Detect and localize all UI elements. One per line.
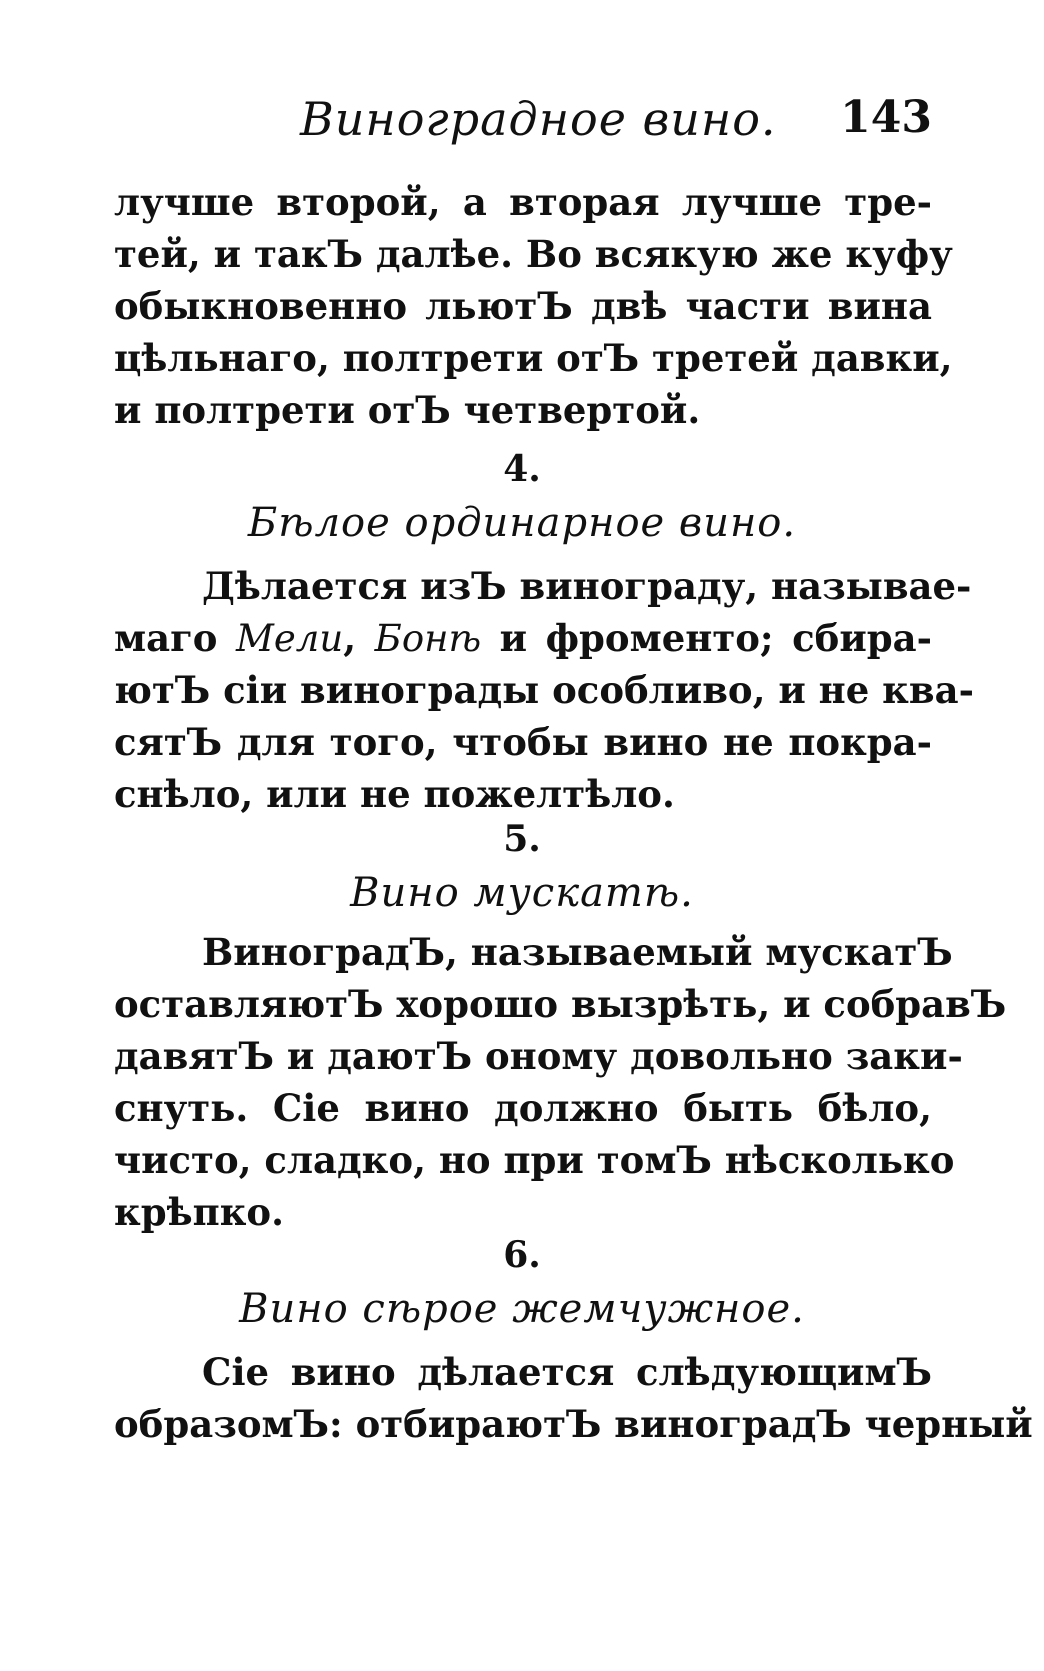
text-run: и фроменто; сбира- — [481, 616, 932, 660]
text-run: маго — [114, 616, 237, 660]
section-heading-4: Бѣлое ординарное вино. — [247, 500, 797, 546]
variety-name-meli: Мели — [236, 617, 344, 660]
text-line: лучше второй, а вторая лучше тре- — [114, 180, 932, 224]
page-number: 143 — [840, 92, 932, 143]
section-number-6: 6. — [503, 1234, 541, 1276]
text-line: давятЪ и даютЪ оному довольно заки- — [114, 1034, 963, 1078]
variety-name-bon: Бонѣ — [374, 617, 482, 660]
text-line: оставляютЪ хорошо вызрѣть, и собравЪ — [114, 982, 1007, 1026]
text-line: ВиноградЪ, называемый мускатЪ — [202, 930, 953, 974]
text-line: сятЪ для того, чтобы вино не покра- — [114, 720, 932, 764]
text-line: и полтрети отЪ четвертой. — [114, 388, 701, 432]
text-line: крѣпко. — [114, 1190, 284, 1234]
paragraph-intro — [114, 176, 953, 436]
text-line: ютЪ сіи винограды особливо, и не ква- — [114, 668, 974, 712]
text-line: образомЪ: отбираютЪ виноградЪ черный — [114, 1402, 1033, 1446]
text-line — [114, 612, 932, 664]
text-line: цѣльнаго, полтрети отЪ третей давки, — [114, 336, 953, 380]
paragraph-section-4 — [114, 560, 974, 820]
paragraph-section-6 — [114, 1346, 1033, 1450]
text-line: чисто, сладко, но при томЪ нѣсколько — [114, 1138, 955, 1182]
text-line: Сіе вино дѣлается слѣдующимЪ — [202, 1350, 932, 1394]
section-number-4: 4. — [503, 448, 541, 490]
section-number-5: 5. — [503, 818, 541, 860]
running-title: Виноградное вино. — [300, 92, 777, 146]
section-heading-5: Вино мускатѣ. — [350, 870, 694, 916]
text-line: Дѣлается изЪ винограду, называе- — [202, 564, 972, 608]
text-line: тей, и такЪ далѣе. Во всякую же куфу — [114, 232, 953, 276]
text-line: снѣло, или не пожелтѣло. — [114, 772, 675, 816]
text-run: , — [343, 616, 375, 660]
running-head — [300, 92, 932, 152]
text-line: снуть. Сіе вино должно быть бѣло, — [114, 1086, 932, 1130]
text-line: обыкновенно льютЪ двѣ части вина — [114, 284, 932, 328]
paragraph-section-5 — [114, 926, 1007, 1238]
section-heading-6: Вино сѣрое жемчужное. — [239, 1286, 805, 1332]
